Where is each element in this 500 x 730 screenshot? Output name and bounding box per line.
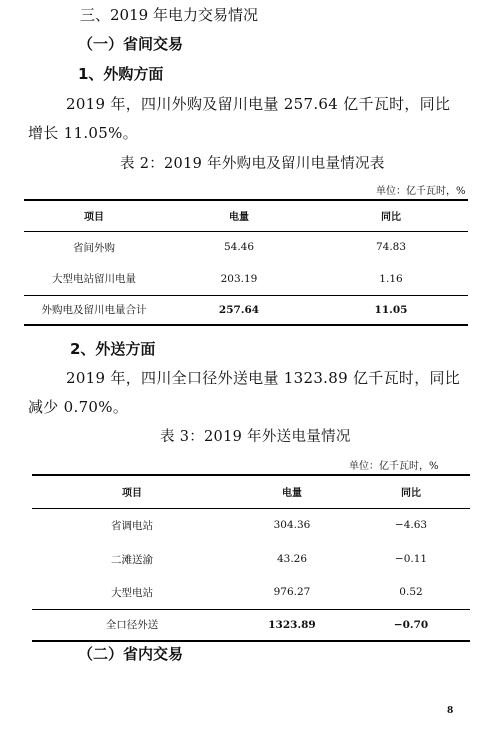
table-row	[24, 263, 468, 295]
row-volume: 304.36	[273, 519, 311, 532]
section-title: 三、2019 年电力交易情况	[80, 6, 258, 24]
header-volume: 电量	[229, 212, 249, 224]
paragraph-2-line-2: 减少 0.70%。	[28, 398, 129, 416]
header-volume: 电量	[282, 488, 302, 500]
table-3	[32, 474, 470, 642]
table-header-row	[24, 200, 468, 231]
row-volume: 976.27	[273, 586, 311, 599]
header-yoy: 同比	[401, 488, 421, 500]
header-item: 项目	[84, 212, 104, 224]
total-yoy: −0.70	[393, 618, 429, 631]
page-number: 8	[447, 706, 454, 716]
table-header-row	[32, 475, 470, 508]
table-2	[24, 199, 468, 326]
row-item: 省间外购	[73, 241, 115, 254]
table-2-unit: 单位：亿千瓦时，%	[376, 186, 466, 197]
total-volume: 1323.89	[268, 618, 316, 631]
subsection-heading-2: （二）省内交易	[78, 645, 184, 663]
header-yoy: 同比	[381, 212, 401, 224]
row-item: 二滩送渝	[111, 553, 153, 566]
row-yoy: 0.52	[399, 586, 423, 599]
paragraph-2-line-1: 2019 年，四川全口径外送电量 1323.89 亿千瓦时，同比	[66, 369, 461, 387]
subsection-heading-1: （一）省间交易	[78, 35, 184, 53]
total-yoy: 11.05	[374, 303, 408, 316]
row-yoy: −0.11	[394, 553, 428, 565]
subsection-heading-1-1: 1、外购方面	[78, 65, 164, 83]
table-3-unit: 单位：亿千瓦时，%	[349, 461, 439, 472]
table-2-caption: 表 2：2019 年外购电及留川电量情况表	[120, 156, 385, 172]
table-row	[32, 508, 470, 542]
row-yoy: −4.63	[394, 519, 428, 532]
table-row	[24, 231, 468, 263]
row-item: 大型电站留川电量	[52, 273, 136, 286]
total-volume: 257.64	[218, 303, 260, 316]
total-item: 全口径外送	[105, 619, 159, 632]
paragraph-1-line-2: 增长 11.05%。	[28, 124, 138, 142]
row-item: 省调电站	[111, 519, 153, 532]
table-3-caption: 表 3：2019 年外送电量情况	[160, 429, 351, 445]
subsection-heading-1-2: 2、外送方面	[70, 340, 156, 358]
row-volume: 54.46	[223, 241, 255, 254]
row-volume: 203.19	[220, 272, 258, 285]
row-yoy: 1.16	[379, 272, 403, 285]
paragraph-1-line-1: 2019 年，四川外购及留川电量 257.64 亿千瓦时，同比	[66, 95, 451, 113]
table-row	[32, 576, 470, 609]
total-item: 外购电及留川电量合计	[41, 304, 147, 317]
table-total-row	[24, 295, 468, 325]
row-item: 大型电站	[111, 586, 153, 599]
table-total-row	[32, 609, 470, 641]
row-yoy: 74.83	[375, 241, 407, 254]
header-item: 项目	[122, 488, 142, 500]
row-volume: 43.26	[276, 553, 308, 565]
table-row	[32, 542, 470, 576]
